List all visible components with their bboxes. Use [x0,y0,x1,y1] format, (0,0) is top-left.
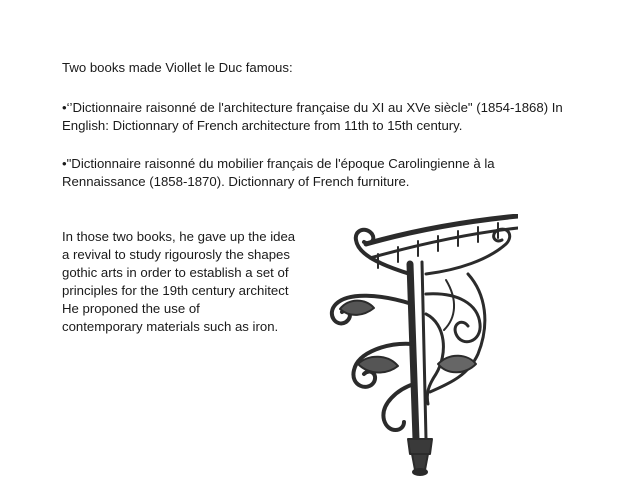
bullet-architecture-dictionary [62,99,563,135]
bullet-line: •‘’Dictionnaire raisonné de l'architecture française du XI au XVe siècle" (1854-1868) In [62,100,563,115]
paragraph-line: In those two books, he gave up the idea [62,229,296,244]
paragraph-line: contemporary materials such as iron. [62,319,279,334]
paragraph-line: a revival to study rigourosly the shapes [62,247,290,262]
bullet-line: •"Dictionnaire raisonné du mobilier français de l'époque Carolingienne à la [62,156,495,171]
cast-iron-bracket-illustration [318,214,518,476]
body-paragraph [62,228,295,336]
bullet-furniture-dictionary [62,155,495,191]
paragraph-line: He proponed the use of [62,301,200,316]
bullet-line: Rennaissance (1858-1870). Dictionnary of French furniture. [62,174,410,189]
paragraph-line: principles for the 19th century architect [62,283,289,298]
intro-heading: Two books made Viollet le Duc famous: [62,60,293,75]
paragraph-line: gothic arts in order to establish a set of [62,265,289,280]
bullet-line: English: Dictionnary of French architecture from 11th to 15th century. [62,118,463,133]
